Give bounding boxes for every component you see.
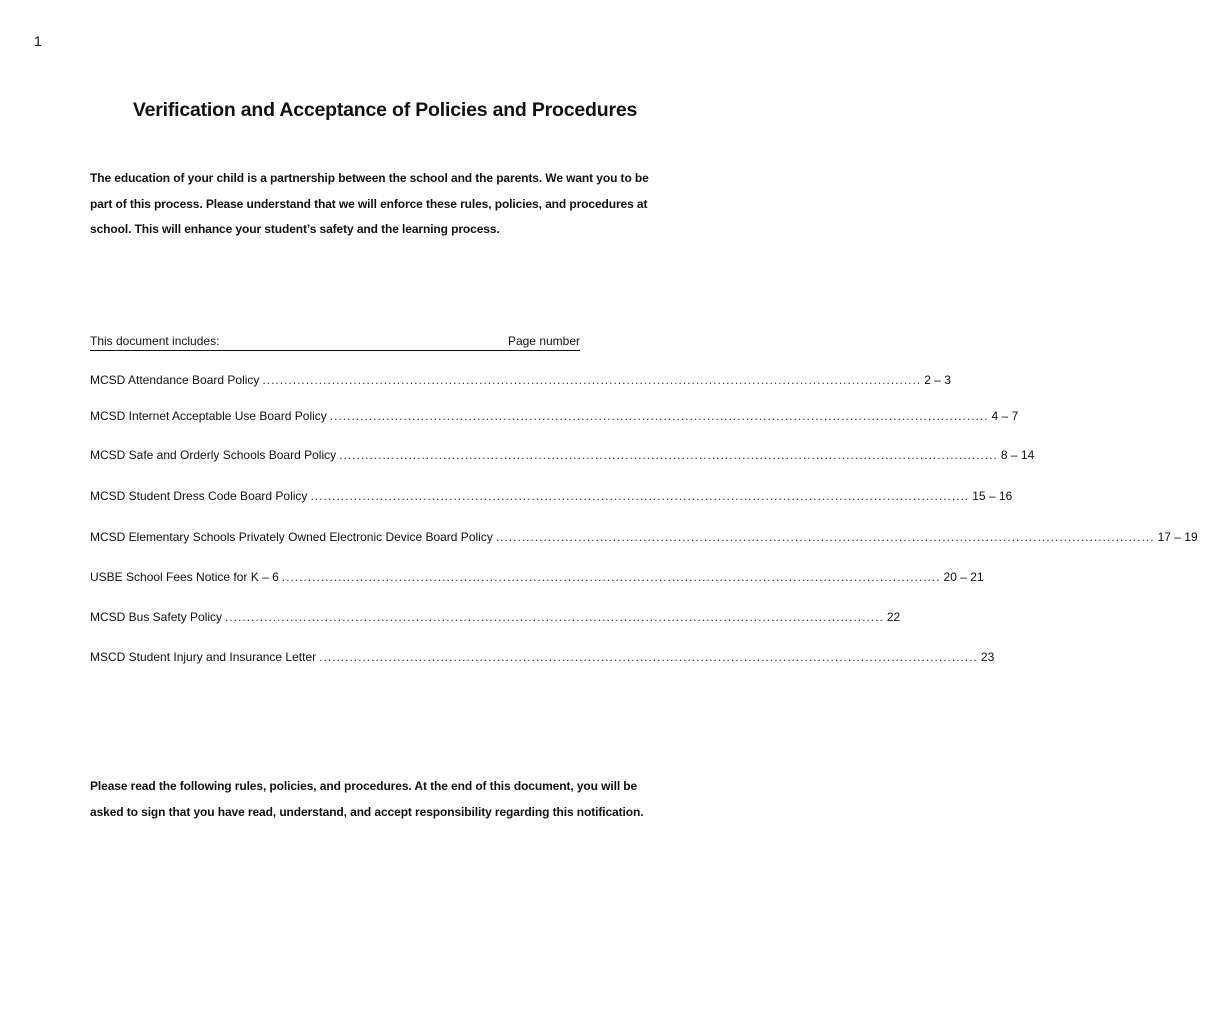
toc-item <box>90 650 995 666</box>
toc-item-pages: 17 – 19 <box>1157 530 1198 544</box>
intro-line: part of this process. Please understand that we will enforce these rules, policies, and procedures at <box>90 196 648 211</box>
document-title: Verification and Acceptance of Policies and Procedures <box>132 99 638 121</box>
toc-item <box>90 409 1019 425</box>
toc-item-title: MCSD Elementary Schools Privately Owned Electronic Device Board Policy <box>90 530 493 544</box>
toc-header-label: This document includes: <box>90 334 220 348</box>
toc-item <box>90 373 951 389</box>
closing-line: asked to sign that you have read, understand, and accept responsibility regarding this notification. <box>90 804 644 819</box>
closing-line: Please read the following rules, policies, and procedures. At the end of this document, you will be <box>90 779 638 793</box>
toc-leader-dots: ........................................................................................................................................................ <box>319 650 978 664</box>
page-number: 1 <box>34 33 42 49</box>
intro-line: school. This will enhance your student’s safety and the learning process. <box>90 222 500 236</box>
toc-item-pages: 20 – 21 <box>943 570 984 584</box>
toc-item <box>90 489 1013 505</box>
toc-leader-dots: ........................................................................................................................................................ <box>310 489 970 503</box>
toc-item-title: MCSD Safe and Orderly Schools Board Policy <box>90 448 337 462</box>
toc-item-pages: 22 <box>886 610 901 624</box>
toc-item <box>90 448 1035 464</box>
toc-header <box>90 334 580 351</box>
toc-item-pages: 4 – 7 <box>991 409 1019 423</box>
toc-item <box>90 610 901 626</box>
toc-item-title: MCSD Internet Acceptable Use Board Policy <box>90 409 327 423</box>
toc-item-title: MCSD Bus Safety Policy <box>90 610 223 624</box>
toc-leader-dots: ........................................................................................................................................................ <box>495 530 1155 544</box>
toc-item-pages: 15 – 16 <box>972 489 1013 503</box>
closing-paragraph <box>90 774 690 825</box>
toc-item-title: USBE School Fees Notice for K – 6 <box>90 570 279 584</box>
toc-header-page-label: Page number <box>507 334 580 348</box>
toc-item <box>90 530 1198 546</box>
toc-item-pages: 2 – 3 <box>924 373 951 387</box>
toc-leader-dots: ........................................................................................................................................................ <box>281 570 941 584</box>
toc-item-title: MCSD Attendance Board Policy <box>90 373 260 387</box>
toc-item-pages: 8 – 14 <box>1000 448 1035 462</box>
toc-leader-dots: ........................................................................................................................................................ <box>225 610 884 624</box>
toc-item <box>90 570 984 586</box>
intro-line: The education of your child is a partnership between the school and the parents. We want you to be <box>90 171 649 185</box>
toc-item-pages: 23 <box>980 650 995 664</box>
toc-leader-dots: ........................................................................................................................................................ <box>329 409 989 423</box>
toc-leader-dots: ........................................................................................................................................................ <box>262 373 922 387</box>
toc-leader-dots: ........................................................................................................................................................ <box>339 448 998 462</box>
toc-item-title: MSCD Student Injury and Insurance Letter <box>90 650 317 664</box>
intro-paragraph <box>90 166 690 243</box>
toc-item-title: MCSD Student Dress Code Board Policy <box>90 489 308 503</box>
